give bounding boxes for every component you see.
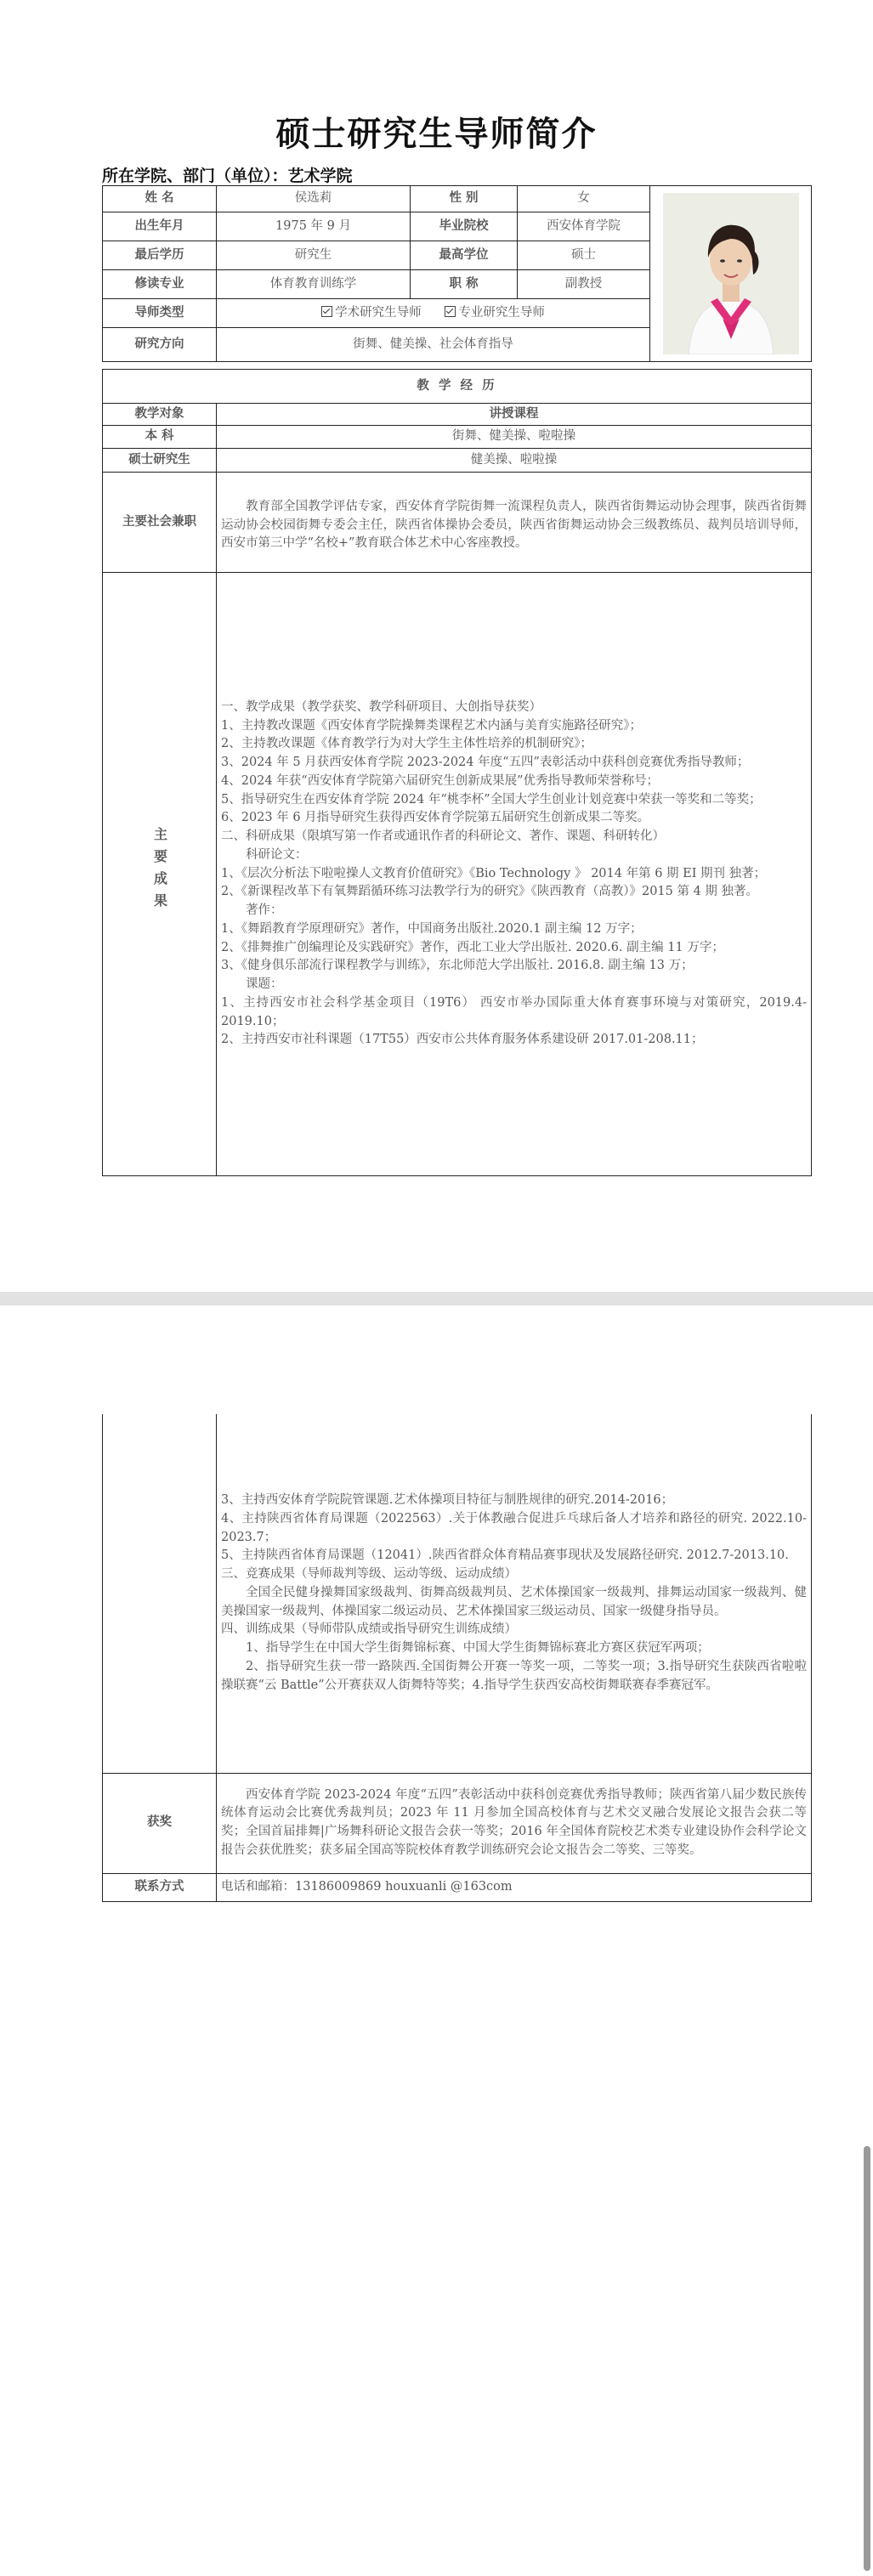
teaching-table <box>102 369 812 1176</box>
achievement-line: 2、《排舞推广创编理论及实践研究》著作，西北工业大学出版社. 2020.6. 副主编 11 万字； <box>221 940 724 954</box>
achievement-line: 4、主持陕西省体育局课题（2022563）.关于体教融合促进乒乓球后备人才培养和路径的研究. 2022.10-2023.7； <box>221 1511 807 1544</box>
department-line: 所在学院、部门（单位）：艺术学院 <box>102 167 353 185</box>
major-value: 体育教育训练学 <box>217 270 411 299</box>
name-value: 侯选莉 <box>217 186 411 212</box>
master-label: 硕士研究生 <box>103 449 217 473</box>
achievements-label-text: 主要成果 <box>151 826 168 915</box>
education-label: 最后学历 <box>103 241 217 270</box>
achievement-line: 1、《层次分析法下啦啦操人文教育价值研究》《Bio Technology 》 2014 年第 6 期 EI 期刊 独著； <box>221 866 767 880</box>
achievement-line: 3、2024 年 5 月获西安体育学院 2023-2024 年度“五四”表彰活动中获科创竞赛优秀指导教师； <box>221 756 750 770</box>
page-separator <box>0 1292 873 1305</box>
page-title: 硕士研究生导师简介 <box>275 114 598 154</box>
portrait-illustration <box>663 193 799 354</box>
continuation-table <box>102 1414 812 1902</box>
checkbox-checked-icon <box>445 306 456 317</box>
tutor-type-academic: 学术研究生导师 <box>335 305 422 320</box>
page-2 <box>0 1305 873 2576</box>
achievement-line: 1、指导学生在中国大学生街舞锦标赛、中国大学生街舞锦标赛北方赛区获冠军两项； <box>246 1641 710 1656</box>
achievement-line: 6、2023 年 6 月指导研究生获得西安体育学院第五届研究生创新成果二等奖。 <box>221 811 650 825</box>
degree-label: 最高学位 <box>411 241 518 270</box>
social-role-paragraph: 教育部全国教学评估专家，西安体育学院街舞一流课程负责人，陕西省街舞运动协会理事，陕西省街舞运动协会校园街舞专委会主任，陕西省体操协会委员，陕西省街舞运动协会三级教练员、裁判员培训导师，西安市第三中学“名校+”教育联合体艺术中心客座教授。 <box>221 499 807 551</box>
research-direction-value: 街舞、健美操、社会体育指导 <box>217 327 650 361</box>
achievement-line: 4、2024 年获“西安体育学院第六届研究生创新成果展”优秀指导教师荣誉称号； <box>221 773 660 788</box>
undergrad-label: 本 科 <box>103 426 217 449</box>
achievement-line: 5、指导研究生在西安体育学院 2024 年“桃李杯”全国大学生创业计划竞赛中荣获一等奖和二等奖； <box>221 792 762 807</box>
achievements-page2 <box>217 1414 812 1773</box>
achievement-line: 5、主持陕西省体育局课题（12041）.陕西省群众体育精品赛事现状及发展路径研究. 2012.7-2013.10. <box>221 1548 789 1563</box>
gender-value: 女 <box>518 186 650 212</box>
undergrad-courses: 街舞、健美操、啦啦操 <box>217 426 812 449</box>
awards-text <box>217 1773 812 1873</box>
social-role-text <box>217 473 812 573</box>
profile-table <box>102 185 812 362</box>
achievement-line: 3、《健身俱乐部流行课程教学与训练》，东北师范大学出版社. 2016.8. 副主编 13 万； <box>221 959 694 973</box>
social-role-label: 主要社会兼职 <box>103 473 217 573</box>
achievement-line: 3、主持西安体育学院院管课题.艺术体操项目特征与制胜规律的研究.2014-2016； <box>221 1493 674 1508</box>
job-title-label: 职 称 <box>411 270 518 299</box>
achievement-line: 2、指导研究生获一带一路陕西.全国街舞公开赛一等奖一项，二等奖一项；3.指导研究生获陕西省啦啦操联赛“云 Battle”公开赛获双人街舞特等奖；4.指导学生获西安高校街舞联赛春季赛冠军。 <box>221 1659 807 1692</box>
achievement-line: 四、训练成果（导师带队成绩或指导研究生训练成绩） <box>221 1622 517 1637</box>
achievements-label <box>103 573 217 1176</box>
birth-value: 1975 年 9 月 <box>217 212 411 241</box>
gender-label: 性 别 <box>411 186 518 212</box>
achievement-line: 一、教学成果（教学获奖、教学科研项目、大创指导获奖） <box>221 699 541 714</box>
major-label: 修读专业 <box>103 270 217 299</box>
tutor-type-label: 导师类型 <box>103 299 217 328</box>
achievement-line: 课题： <box>246 977 283 992</box>
awards-paragraph: 西安体育学院 2023-2024 年度“五四”表彰活动中获科创竞赛优秀指导教师；陕西省第八届少数民族传统体育运动会比赛优秀裁判员；2023 年 11 月参加全国高校体育与艺术交叉融合发展论文报告会获二等奖；全国首届排舞|广场舞科研论文报告会获一等奖；2016 年全国体育院校艺术类专业建设协作会科学论文报告会获优胜奖；获多届全国高等院校体育教学训练研究会论文报告会二等奖、三等奖。 <box>221 1787 807 1857</box>
achievement-line: 1、主持教改课题《西安体育学院操舞类课程艺术内涵与美育实施路径研究》； <box>221 718 642 733</box>
contact-label: 联系方式 <box>103 1873 217 1901</box>
achievement-line: 2、《新课程改革下有氧舞蹈循环练习法教学行为的研究》《陕西教育（高教）》2015 第 4 期 独著。 <box>221 885 759 899</box>
job-title-value: 副教授 <box>518 270 650 299</box>
teaching-header: 教 学 经 历 <box>103 370 812 404</box>
tutor-type-value <box>217 299 650 328</box>
course-label: 讲授课程 <box>217 404 812 426</box>
achievement-line: 2、主持西安市社科课题（17T55）西安市公共体育服务体系建设研 2017.01-208.11； <box>221 1033 704 1047</box>
checkbox-checked-icon <box>321 306 332 317</box>
achievements-page1 <box>217 573 812 1176</box>
name-label: 姓 名 <box>103 186 217 212</box>
achievement-line: 全国全民健身操舞国家级裁判、街舞高级裁判员、艺术体操国家一级裁判、排舞运动国家一级裁判、健美操国家一级裁判、体操国家二级运动员、艺术体操国家三级运动员、国家一级健身指导员。 <box>221 1585 807 1618</box>
contact-value: 电话和邮箱：13186009869 houxuanli @163com <box>217 1873 812 1901</box>
achievement-line: 1、《舞蹈教育学原理研究》著作，中国商务出版社.2020.1 副主编 12 万字； <box>221 921 643 936</box>
portrait-photo <box>663 193 799 354</box>
awards-label: 获奖 <box>103 1773 217 1873</box>
research-direction-label: 研究方向 <box>103 327 217 361</box>
education-value: 研究生 <box>217 241 411 270</box>
school-value: 西安体育学院 <box>518 212 650 241</box>
achievement-line: 2、主持教改课题《体育教学行为对大学生主体性培养的机制研究》； <box>221 737 592 751</box>
degree-value: 硕士 <box>518 241 650 270</box>
tutor-type-professional: 专业研究生导师 <box>458 305 545 320</box>
birth-label: 出生年月 <box>103 212 217 241</box>
achievement-line: 科研论文： <box>246 847 308 862</box>
photo-cell <box>650 186 812 362</box>
school-label: 毕业院校 <box>411 212 518 241</box>
achievement-line: 三、竞赛成果（导师裁判等级、运动等级、运动成绩） <box>221 1567 517 1582</box>
achievement-line: 二、科研成果（限填写第一作者或通讯作者的科研论文、著作、课题、科研转化） <box>221 829 665 844</box>
scrollbar-thumb[interactable] <box>864 2146 870 2571</box>
master-courses: 健美操、啦啦操 <box>217 449 812 473</box>
achievements-continuation-label <box>103 1414 217 1773</box>
teaching-object-label: 教学对象 <box>103 404 217 426</box>
achievement-line: 1、主持西安市社会科学基金项目（19T6） 西安市举办国际重大体育赛事环境与对策研究，2019.4-2019.10； <box>221 995 807 1028</box>
achievement-line: 著作： <box>246 903 283 918</box>
